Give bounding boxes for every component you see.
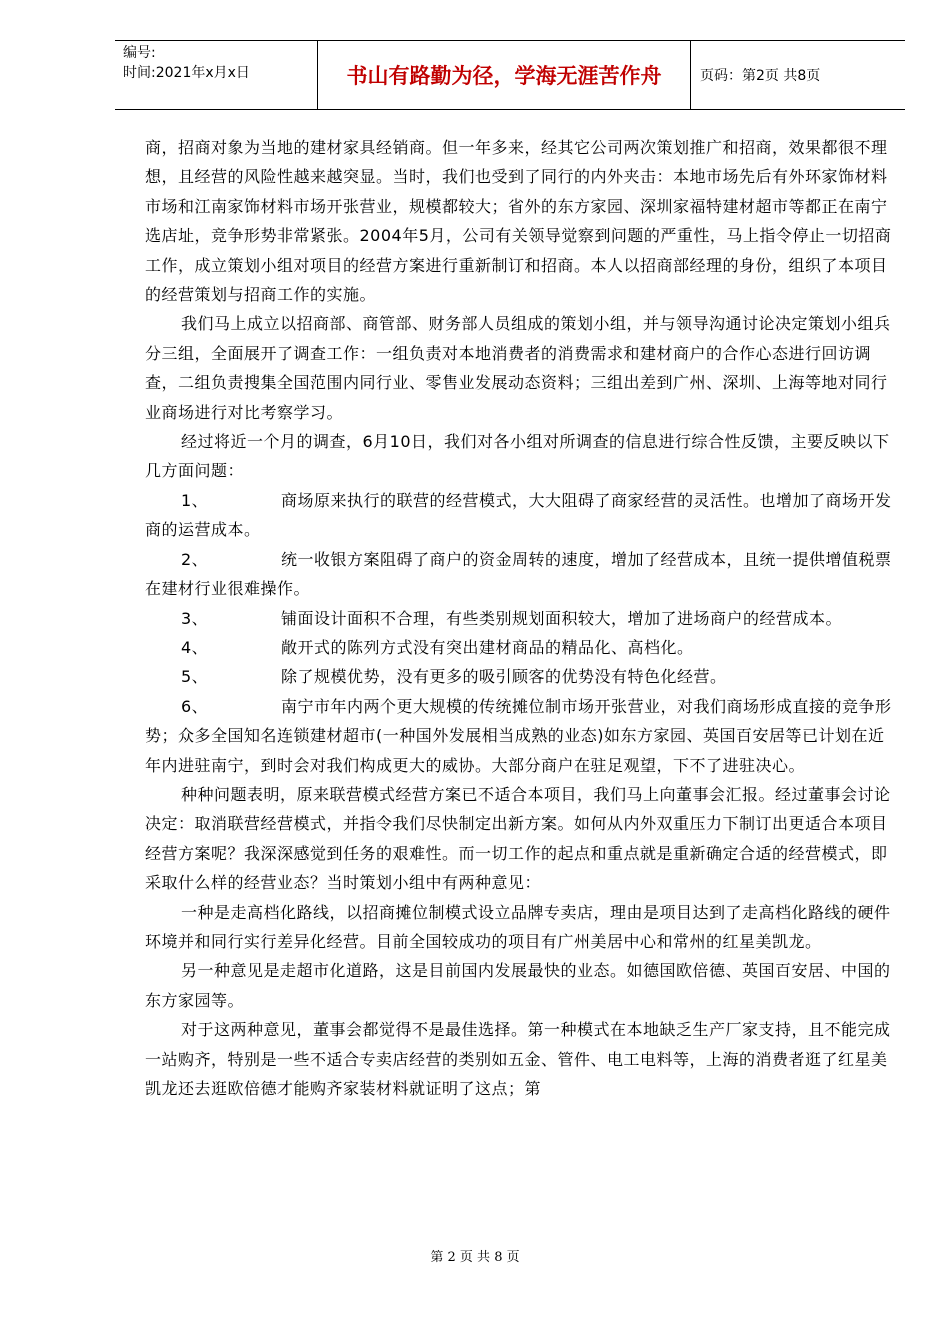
paragraph: 经过将近一个月的调查，6月10日，我们对各小组对所调查的信息进行综合性反馈，主要反映以下几方面问题： <box>145 432 890 481</box>
paragraph: 一种是走高档化路线，以招商摊位制模式设立品牌专卖店，理由是项目达到了走高档化路线的硬件环境并和同行实行差异化经营。目前全国较成功的项目有广州美居中心和常州的红星美凯龙。 <box>145 902 891 951</box>
list-item-text: 除了规模优势，没有更多的吸引顾客的优势没有特色化经营。 <box>281 667 727 687</box>
header-motto: 书山有路勤为径，学海无涯苦作舟 <box>317 41 691 109</box>
document-body <box>145 133 895 1103</box>
list-item <box>145 662 895 691</box>
paragraph: 种种问题表明，原来联营模式经营方案已不适合本项目，我们马上向董事会汇报。经过董事会讨论决定：取消联营经营模式，并指令我们尽快制定出新方案。如何从内外双重压力下制订出更适合本项目经营方案呢？我深深感觉到任务的艰难性。而一切工作的起点和重点就是重新确定合适的经营模式，即采取什么样的经营业态？当时策划小组中有两种意见： <box>145 784 891 893</box>
paragraph: 商，招商对象为当地的建材家具经销商。但一年多来，经其它公司两次策划推广和招商，效果都很不理想，且经营的风险性越来越突显。当时，我们也受到了同行的内外夹击：本地市场先后有外环家饰材料市场和江南家饰材料市场开张营业，规模都较大；省外的东方家园、深圳家福特建材超市等都正在南宁选店址，竞争形势非常紧张。2004年5月，公司有关领导觉察到问题的严重性，马上指令停止一切招商工作，成立策划小组对项目的经营方案进行重新制订和招商。本人以招商部经理的身份，组织了本项目的经营策划与招商工作的实施。 <box>145 138 892 305</box>
paragraph: 对于这两种意见，董事会都觉得不是最佳选择。第一种模式在本地缺乏生产厂家支持，且不能完成一站购齐，特别是一些不适合专卖店经营的类别如五金、管件、电工电料等，上海的消费者逛了红星美凯龙还去逛欧倍德才能购齐家装材料就证明了这点；第 <box>145 1020 891 1098</box>
document-time-label: 时间:2021年x月x日 <box>123 65 250 81</box>
page-header <box>115 40 905 110</box>
paragraph: 另一种意见是走超市化道路，这是目前国内发展最快的业态。如德国欧倍德、英国百安居、中国的东方家园等。 <box>145 961 891 1010</box>
list-item-text: 南宁市年内两个更大规模的传统摊位制市场开张营业，对我们商场形成直接的竞争形势；众多全国知名连锁建材超市(一种国外发展相当成熟的业态)如东方家园、英国百安居等已计划在近年内进驻南宁，到时会对我们构成更大的威协。大部分商户在驻足观望，下不了进驻决心。 <box>145 696 892 775</box>
list-item <box>145 604 895 633</box>
page-footer: 第 2 页 共 8 页 <box>430 1250 520 1265</box>
list-item-number: 3、 <box>181 608 209 628</box>
list-item-text: 商场原来执行的联营的经营模式，大大阻碍了商家经营的灵活性。也增加了商场开发商的运营成本。 <box>145 490 892 540</box>
list-item <box>145 486 895 545</box>
list-item-text: 敞开式的陈列方式没有突出建材商品的精品化、高档化。 <box>281 637 694 657</box>
list-item-number: 5、 <box>181 667 209 687</box>
document-number-label: 编号: <box>123 45 156 61</box>
list-item-number: 4、 <box>181 637 209 657</box>
list-item-text: 铺面设计面积不合理，有些类别规划面积较大，增加了进场商户的经营成本。 <box>281 608 843 628</box>
list-item <box>145 633 895 662</box>
paragraph: 我们马上成立以招商部、商管部、财务部人员组成的策划小组，并与领导沟通讨论决定策划小组兵分三组，全面展开了调查工作：一组负责对本地消费者的消费需求和建材商户的合作心态进行回访调查，二组负责搜集全国范围内同行业、零售业发展动态资料；三组出差到广州、深圳、上海等地对同行业商场进行对比考察学习。 <box>145 314 891 422</box>
list-item-text: 统一收银方案阻碍了商户的资金周转的速度，增加了经营成本，且统一提供增值税票在建材行业很难操作。 <box>145 549 892 599</box>
list-item <box>145 692 895 780</box>
list-item <box>145 545 895 604</box>
header-page-label: 页码：第2页 共8页 <box>700 68 821 84</box>
list-item-number: 2、 <box>181 549 209 569</box>
list-item-number: 1、 <box>181 490 209 510</box>
list-item-number: 6、 <box>181 696 209 716</box>
header-meta <box>115 41 317 109</box>
